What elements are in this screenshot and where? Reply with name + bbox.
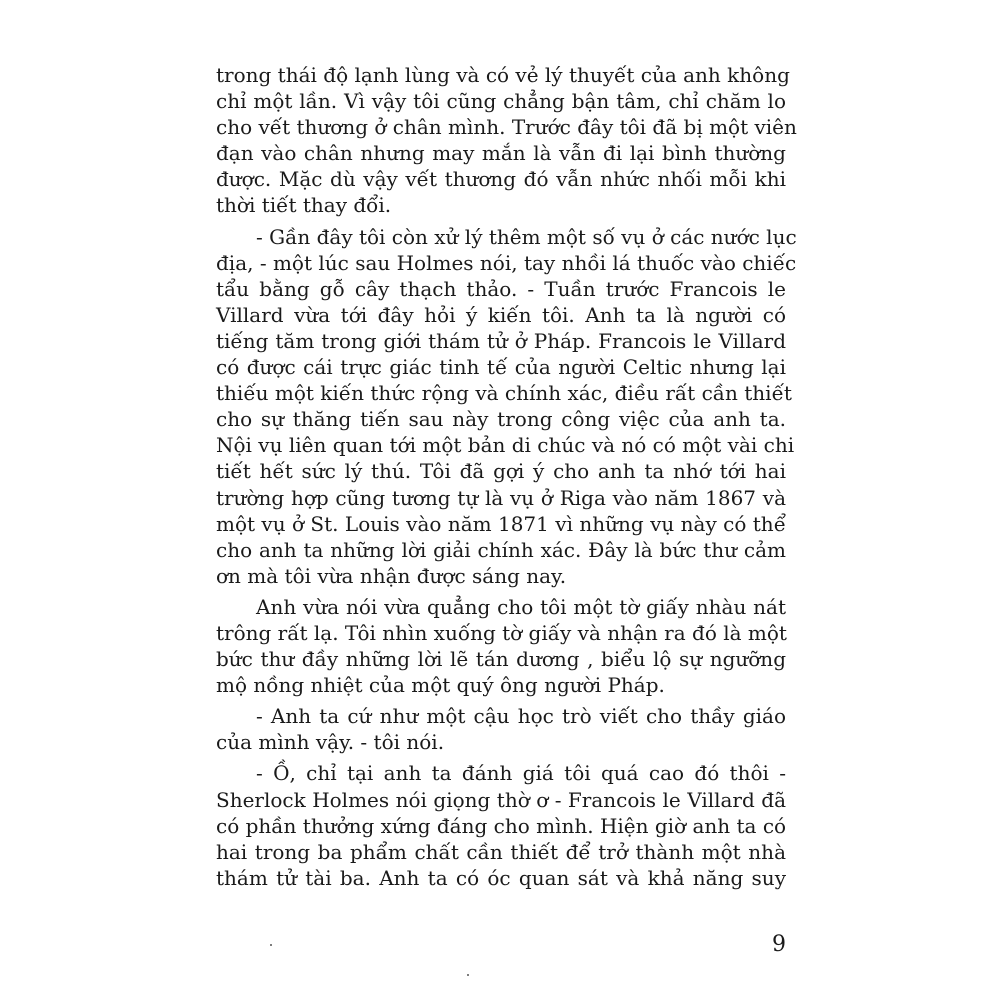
text-line: Anh vừa nói vừa quẳng cho tôi một tờ giấy nhàu nát [256,594,786,619]
text-line: địa, - một lúc sau Holmes nói, tay nhồi lá thuốc vào chiếc [216,250,797,275]
text-line: chỉ một lần. Vì vậy tôi cũng chẳng bận tâm, chỉ chăm lo [216,89,786,114]
text-line: - Gần đây tôi còn xử lý thêm một số vụ ở các nước lục [256,224,797,249]
text-line: Nội vụ liên quan tới một bản di chúc và nó có một vài chi [216,433,795,458]
text-line: ơn mà tôi vừa nhận được sáng nay. [216,563,567,588]
text-line: tiếng tăm trong giới thám tử ở Pháp. Francois le Villard [216,328,786,353]
text-line: trường hợp cũng tương tự là vụ ở Riga vào năm 1867 và [216,485,786,510]
print-speck [270,944,272,946]
page-number: 9 [772,932,786,957]
text-line: Sherlock Holmes nói giọng thờ ơ - Francois le Villard đã [216,787,786,812]
text-line: cho sự thăng tiến sau này trong công việc của anh ta. [216,407,786,432]
text-line: thiếu một kiến thức rộng và chính xác, điều rất cần thiết [216,381,792,406]
paragraph-2 [216,224,797,589]
text-line: - Ồ, chỉ tại anh ta đánh giá tôi quá cao đó thôi - [256,761,786,786]
paragraph-3 [216,594,786,698]
text-line: - Anh ta cứ như một cậu học trò viết cho thầy giáo [256,704,786,729]
text-line: trong thái độ lạnh lùng và có vẻ lý thuyết của anh không [216,63,790,87]
body-text [216,62,797,891]
text-line: mộ nồng nhiệt của một quý ông người Pháp. [216,673,665,698]
paragraph-4 [216,703,786,755]
text-line: thời tiết thay đổi. [216,193,392,218]
text-line: thám tử tài ba. Anh ta có óc quan sát và khả năng suy [216,865,786,890]
text-line: có phần thưởng xứng đáng cho mình. Hiện giờ anh ta có [216,813,787,838]
text-line: tiết hết sức lý thú. Tôi đã gợi ý cho anh ta nhớ tới hai [216,459,786,484]
text-line: được. Mặc dù vậy vết thương đó vẫn nhức nhối mỗi khi [216,167,786,192]
print-speck [467,974,469,976]
text-line: Villard vừa tới đây hỏi ý kiến tôi. Anh ta là người có [216,302,786,327]
text-line: cho vết thương ở chân mình. Trước đây tôi đã bị một viên [216,115,797,140]
text-line: hai trong ba phẩm chất cần thiết để trở thành một nhà [216,839,786,864]
text-line: một vụ ở St. Louis vào năm 1871 vì những vụ này có thể [216,511,786,536]
text-line: cho anh ta những lời giải chính xác. Đây là bức thư cảm [216,537,786,562]
text-line: có được cái trực giác tinh tế của người Celtic nhưng lại [216,355,786,380]
text-line: trông rất lạ. Tôi nhìn xuống tờ giấy và nhận ra đó là một [216,620,787,645]
paragraph-1 [216,62,797,219]
text-line: bức thư đầy những lời lẽ tán dương , biểu lộ sự ngưỡng [216,647,786,672]
text-line: của mình vậy. - tôi nói. [216,730,445,755]
text-line: tẩu bằng gỗ cây thạch thảo. - Tuần trước Francois le [216,276,786,301]
text-line: đạn vào chân nhưng may mắn là vẫn đi lại bình thường [216,141,786,166]
paragraph-5 [216,760,786,890]
